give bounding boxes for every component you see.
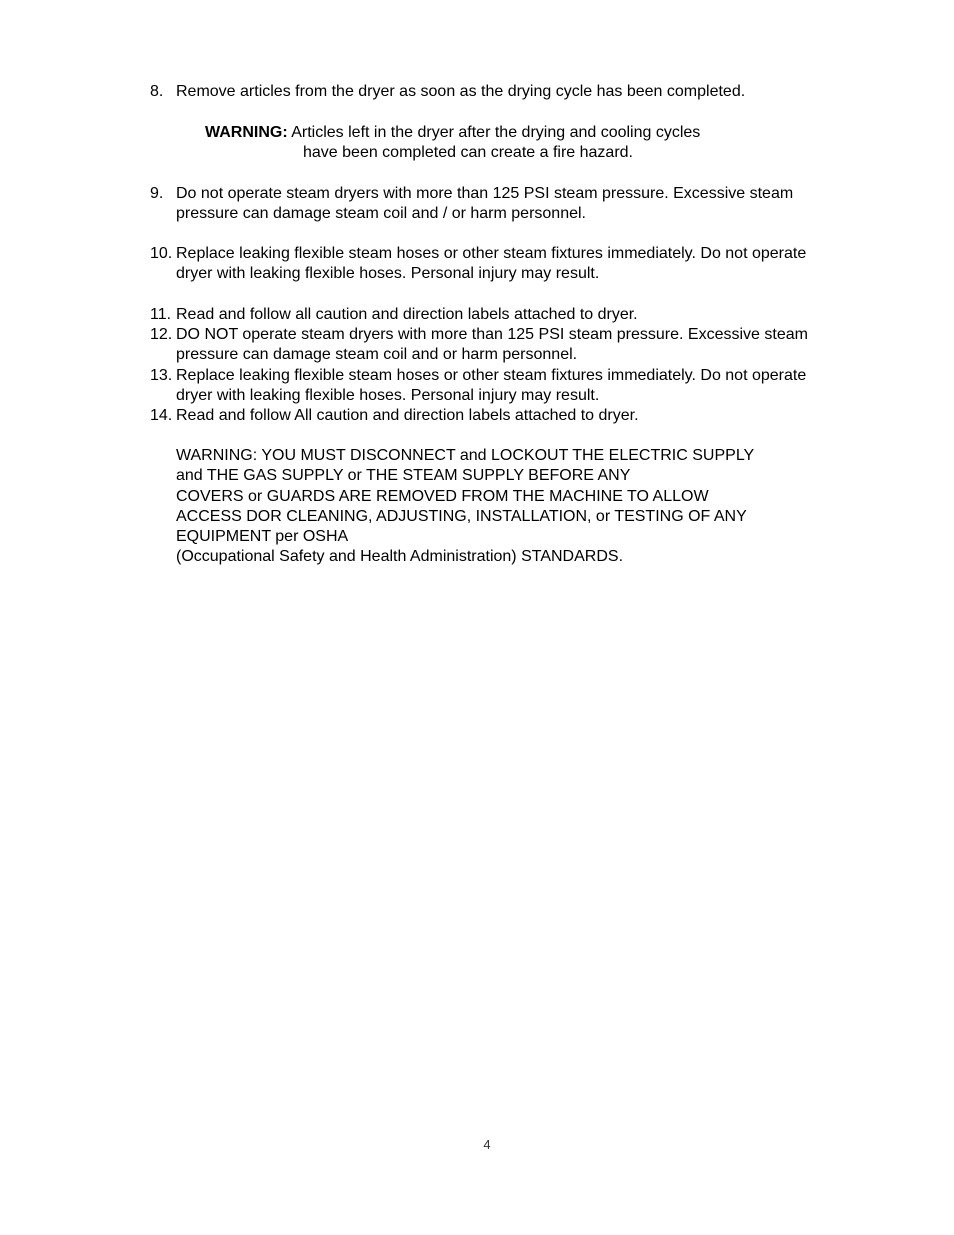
list-item-text: DO NOT operate steam dryers with more than 125 PSI steam pressure. Excessive steam pressure can damage steam coil and or harm personnel. [176, 326, 808, 364]
list-item-text: Do not operate steam dryers with more than 125 PSI steam pressure. Excessive steam pressure can damage steam coil and / or harm personnel. [176, 185, 794, 223]
list-item-text: Read and follow all caution and direction labels attached to dryer. [176, 306, 638, 323]
fire-hazard-warning [205, 123, 845, 164]
lockout-warning-line: COVERS or GUARDS ARE REMOVED FROM THE MACHINE TO ALLOW [176, 487, 709, 505]
list-item-number: 14. [150, 407, 173, 424]
list-item-number: 10. [150, 245, 173, 262]
list-item-10 [150, 244, 840, 285]
list-item-number: 13. [150, 367, 173, 384]
list-item-8 [150, 82, 840, 102]
list-item-text: Read and follow All caution and direction labels attached to dryer. [176, 407, 639, 424]
lockout-warning [176, 446, 846, 568]
warning-line-2: have been completed can create a fire hazard. [303, 144, 633, 162]
list-item-text: Replace leaking flexible steam hoses or other steam fixtures immediately. Do not operate dryer with leaking flexible hoses. Personal injury may result. [176, 245, 807, 283]
warning-line-1: Articles left in the dryer after the drying and cooling cycles [291, 124, 701, 141]
list-item-number: 11. [150, 306, 172, 323]
list-item-11 [150, 305, 840, 325]
lockout-warning-line: (Occupational Safety and Health Administration) STANDARDS. [176, 548, 624, 566]
warning-label: WARNING: [205, 124, 288, 141]
page-number: 4 [483, 1137, 491, 1152]
lockout-warning-line: EQUIPMENT per OSHA [176, 528, 349, 546]
list-item-13 [150, 366, 840, 407]
lockout-warning-line: WARNING: YOU MUST DISCONNECT and LOCKOUT THE ELECTRIC SUPPLY [176, 447, 755, 464]
list-item-12 [150, 325, 840, 366]
list-item-14 [150, 406, 840, 426]
list-item-9 [150, 184, 840, 225]
list-item-text: Remove articles from the dryer as soon as the drying cycle has been completed. [176, 83, 746, 100]
list-item-number: 8. [150, 83, 164, 100]
lockout-warning-line: and THE GAS SUPPLY or THE STEAM SUPPLY BEFORE ANY [176, 467, 631, 485]
list-item-number: 12. [150, 326, 173, 343]
list-item-text: Replace leaking flexible steam hoses or other steam fixtures immediately. Do not operate dryer with leaking flexible hoses. Personal injury may result. [176, 367, 807, 405]
list-item-number: 9. [150, 185, 164, 202]
lockout-warning-line: ACCESS DOR CLEANING, ADJUSTING, INSTALLATION, or TESTING OF ANY [176, 507, 747, 525]
